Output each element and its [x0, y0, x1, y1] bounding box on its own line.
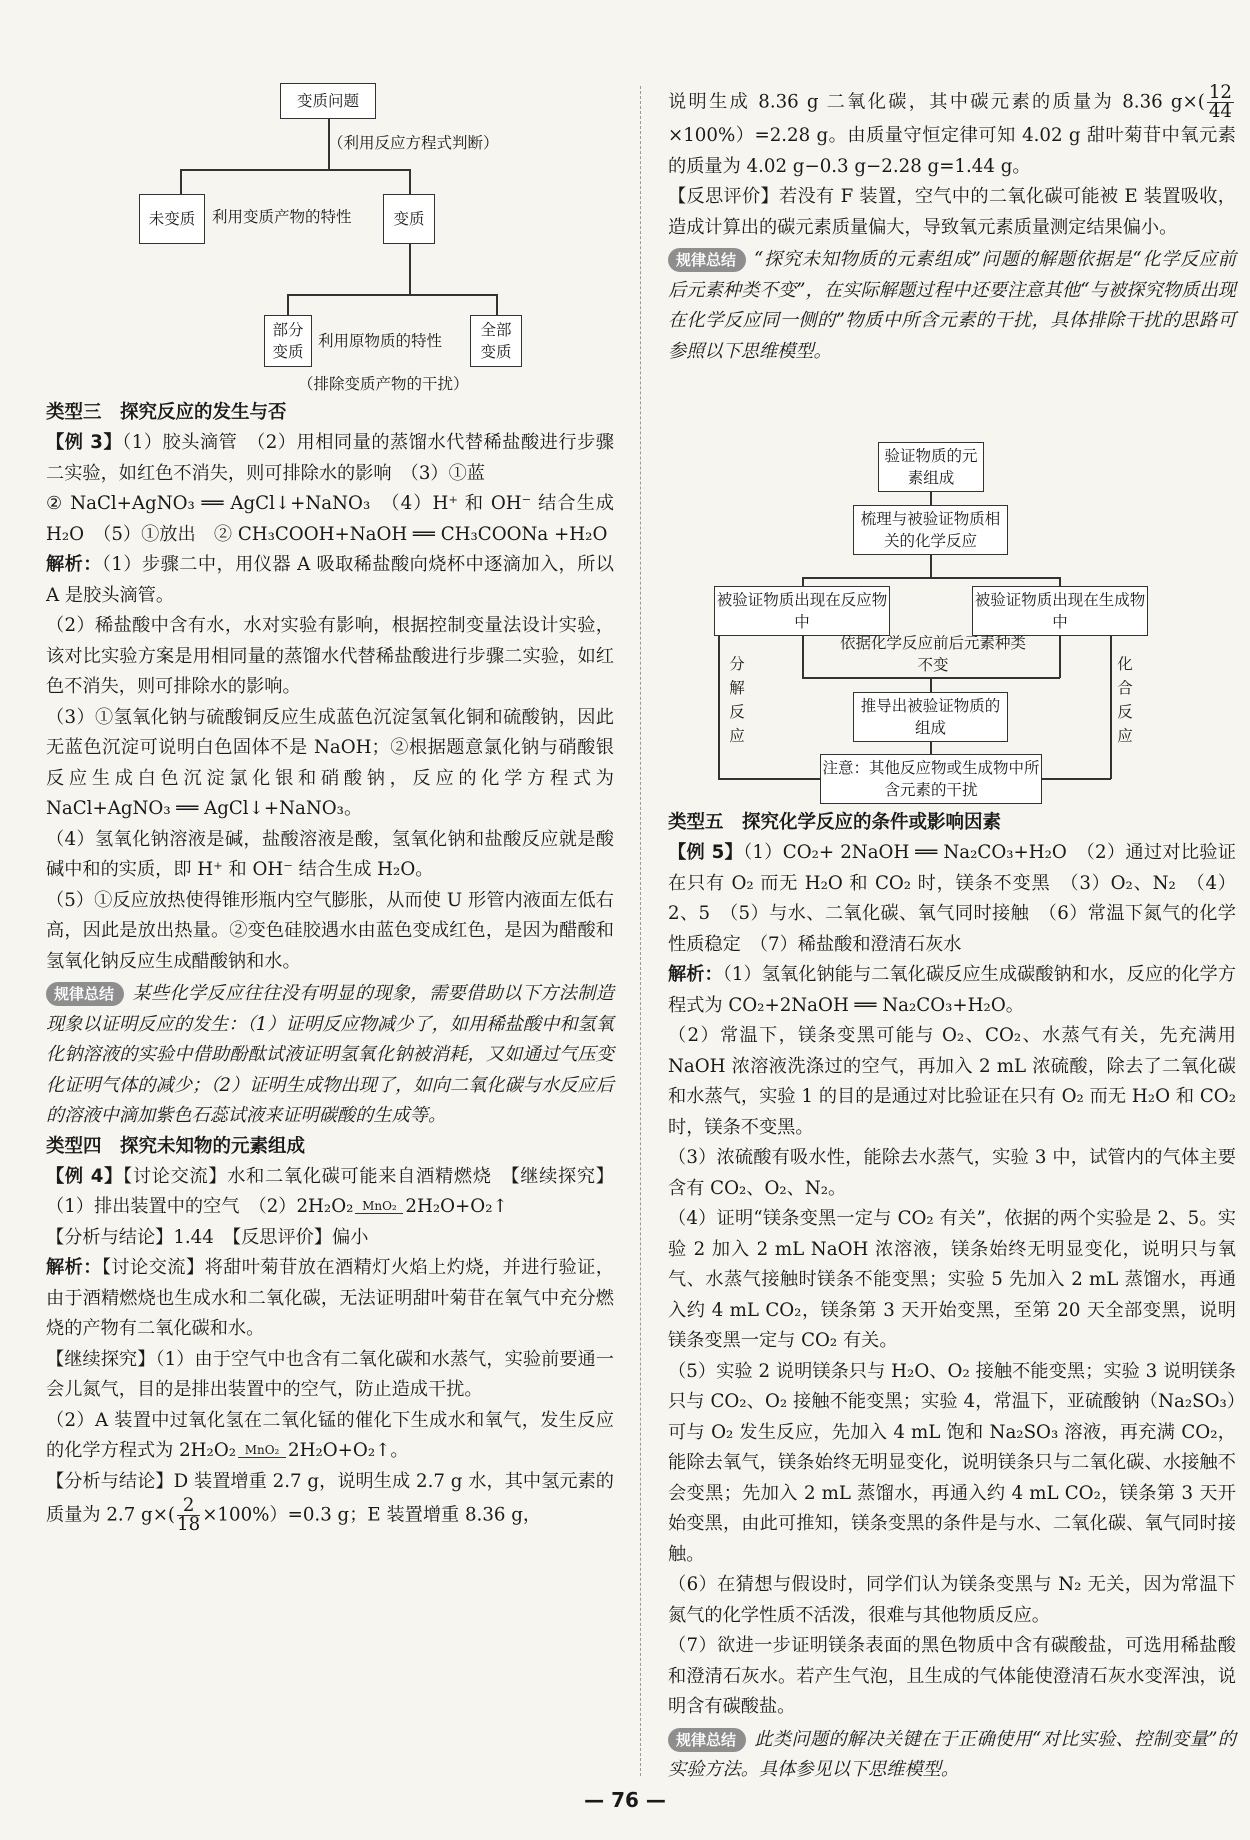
example5-answer-a: （1）CO₂+ 2NaOH ══ Na₂CO₃+H₂O （2）通过对比验证在只有 O₂ 而无 H₂O 和 CO₂ 时，镁条不变黑 （3）O₂、N₂ （4）2、5 （5）与水、二氧化碳、氧气同时接触 （6）常温下氮气的化学性质稳定 （7）稀盐酸和澄清石灰水 — [668, 842, 1236, 955]
diagram1-not-deteriorated-box: 未变质 — [139, 194, 205, 244]
diagram1-bottom-label: 利用原物质的特性 — [318, 332, 443, 350]
diagram1-top-box: 变质问题 — [280, 83, 376, 119]
diagram2-left-vertical: 分解反应 — [729, 655, 745, 745]
example4-label: 【例 4】 — [46, 1165, 124, 1187]
example3-answer-b: ② NaCl+AgNO₃ ══ AgCl↓+NaNO₃ （4）H⁺ 和 OH⁻ 结合生成 H₂O （5）①放出 ② CH₃COOH+NaOH ══ CH₃COONa +H₂O — [46, 493, 614, 545]
column-divider — [640, 86, 641, 1776]
example3-analysis-4: （4）氢氧化钠溶液是碱，盐酸溶液是酸，氢氧化钠和盐酸反应就是酸碱中和的实质，即 H⁺ 和 OH⁻ 结合生成 H₂O。 — [46, 828, 614, 880]
diagram1-top-note: （利用反应方程式判断） — [328, 134, 499, 152]
diagram2-center-text: 依据化学反应前后元素种类不变 — [839, 634, 1026, 674]
example4-answer-a-end: 2H₂O+O₂↑ — [405, 1196, 508, 1217]
example4-answer-b: 【分析与结论】1.44 【反思评价】偏小 — [46, 1226, 369, 1248]
example5-analysis-4: （4）证明“镁条变黑一定与 CO₂ 有关”，依据的两个实验是 2、5。实验 2 加入 2 mL NaOH 浓溶液，镁条始终无明显变化，说明只与氧气、水蒸气接触时镁条不能变黑；实验 5 先加入 2 mL 蒸馏水，再通入约 4 mL CO₂，镁条第 3 天开始变黑，至第 20 天全部变黑，说明镁条变黑一定与 CO₂ 有关。 — [668, 1208, 1236, 1351]
example5-analysis-3: （3）浓硫酸有吸水性，能除去水蒸气，实验 3 中，试管内的气体主要含有 CO₂、O₂、N₂。 — [668, 1147, 1236, 1199]
fraction1-numerator: 2 — [177, 1497, 200, 1516]
right-column-lower — [668, 808, 1236, 1786]
type4-summary — [668, 245, 1236, 367]
example4-analysis-3-end: 2H₂O+O₂↑。 — [288, 1440, 409, 1461]
left-column — [46, 398, 614, 1534]
example4-analysis-2: 【继续探究】（1）由于空气中也含有二氧化碳和水蒸气，实验前要通一会儿氮气，目的是排出装置中的空气，防止造成干扰。 — [46, 1348, 614, 1400]
diagram2-box2: 梳理与被验证物质相关的化学反应 — [853, 505, 1008, 555]
example4-analysis-4b: ×100%）=0.3 g；E 装置增重 8.36 g， — [202, 1504, 542, 1526]
example5-analysis-6: （6）在猜想与假设时，同学们认为镁条变黑与 N₂ 无关，因为常温下氮气的化学性质不活泼，很难与其他物质反应。 — [668, 1574, 1236, 1626]
example5-analysis-label: 解析： — [668, 964, 723, 985]
diagram1-bottom-note: （排除变质产物的干扰） — [298, 375, 469, 393]
example3-analysis-2: （2）稀盐酸中含有水，水对实验有影响，根据控制变量法设计实验，该对比实验方案是用相同量的蒸馏水代替稀盐酸进行步骤二实验，如红色不消失，则可排除水的影响。 — [46, 615, 614, 697]
summary-badge: 规律总结 — [46, 982, 124, 1006]
example4-analysis-label: 解析： — [46, 1257, 102, 1278]
summary-badge: 规律总结 — [668, 248, 746, 272]
diagram2-box4: 推导出被验证物质的组成 — [853, 692, 1008, 742]
diagram2-reactant-box: 被验证物质出现在反应物中 — [714, 586, 890, 636]
diagram1-middle-label: 利用变质产物的特性 — [212, 208, 352, 226]
type4-summary-text: “探究未知物质的元素组成”问题的解题依据是“化学反应前后元素种类不变”，在实际解题过程中还要注意其他“与被探究物质出现在化学反应同一侧的”物质中所含元素的干扰，具体排除干扰的思路可参照以下思维模型。 — [668, 249, 1236, 362]
type5-heading: 类型五 探究化学反应的条件或影响因素 — [668, 812, 1002, 833]
type4-heading: 类型四 探究未知物的元素组成 — [46, 1135, 306, 1157]
example3-label: 【例 3】 — [46, 432, 123, 453]
type5-summary-text: 此类问题的解决关键在于正确使用“对比实验、控制变量”的实验方法。具体参见以下思维模型。 — [668, 1728, 1236, 1780]
catalyst-label-2: MnO₂ — [244, 1442, 280, 1457]
diagram1-deteriorated-box: 变质 — [383, 194, 435, 244]
right-column — [668, 84, 1236, 367]
type5-summary — [668, 1725, 1236, 1786]
example3-analysis-3: （3）①氢氧化钠与硫酸铜反应生成蓝色沉淀氢氧化铜和硫酸钠，因此无蓝色沉淀可说明白色固体不是 NaOH；②根据题意氯化钠与硝酸银反应生成白色沉淀氯化银和硝酸钠，反应的化学方程式为 NaCl+AgNO₃ ══ AgCl↓+NaNO₃。 — [46, 706, 614, 819]
example3-summary — [46, 979, 614, 1132]
diagram2-box1: 验证物质的元素组成 — [878, 442, 984, 492]
example4-analysis-3: （2）A 装置中过氧化氢在二氧化锰的催化下生成水和氧气，发生反应的化学方程式为 2H₂O₂ — [46, 1409, 614, 1461]
example4-analysis-1: 【讨论交流】将甜叶菊苷放在酒精灯火焰上灼烧，并进行验证，由于酒精燃烧也生成水和二氧化碳，无法证明甜叶菊苷在氧气中充分燃烧的产物有二氧化碳和水。 — [46, 1257, 614, 1339]
diagram2-right-vertical: 化合反应 — [1117, 655, 1133, 745]
example3-answer-a: （1）胶头滴管 （2）用相同量的蒸馏水代替稀盐酸进行步骤二实验，如红色不消失，则可排除水的影响 （3）①蓝 — [46, 432, 614, 484]
example5-analysis-1: （1）氢氧化钠能与二氧化碳反应生成碳酸钠和水，反应的化学方程式为 CO₂+2NaOH ══ Na₂CO₃+H₂O。 — [668, 964, 1236, 1016]
catalyst-label: MnO₂ — [362, 1198, 397, 1213]
summary-badge: 规律总结 — [668, 1728, 746, 1752]
example3-summary-text: 某些化学反应往往没有明显的现象，需要借助以下方法制造现象以证明反应的发生：（1）证明反应物减少了，如用稀盐酸中和氢氧化钠溶液的实验中借助酚酞试液证明氢氧化钠被消耗，又如通过气压变化证明气体的减少；（2）证明生成物出现了，如向二氧化碳与水反应后的溶液中滴加紫色石蕊试液来证明碳酸的生成等。 — [46, 983, 614, 1126]
fraction2-numerator: 12 — [1208, 82, 1232, 103]
example5-label: 【例 5】 — [668, 842, 744, 863]
reflection-paragraph: 【反思评价】若没有 F 装置，空气中的二氧化碳可能被 E 装置吸收，造成计算出的碳元素质量偏大，导致氧元素质量测定结果偏小。 — [668, 186, 1236, 238]
diagram1-full-box: 全部变质 — [470, 315, 522, 367]
right-cont-a: 说明生成 8.36 g 二氧化碳，其中碳元素的质量为 8.36 g×( — [668, 91, 1205, 113]
right-cont-b: ×100%）=2.28 g。由质量守恒定律可知 4.02 g 甜叶菊苷中氧元素的质量为 4.02 g−0.3 g−2.28 g=1.44 g。 — [668, 125, 1236, 177]
example3-analysis-5: （5）①反应放热使得锥形瓶内空气膨胀，从而使 U 形管内液面左低右高，因此是放出热量。②变色硅胶遇水由蓝色变成红色，是因为醋酸和氢氧化钠反应生成醋酸钠和水。 — [46, 889, 614, 972]
example4-answer-a: 【讨论交流】水和二氧化碳可能来自酒精燃烧 【继续探究】（1）排出装置中的空气 （2）2H₂O₂ — [46, 1165, 614, 1217]
type3-heading: 类型三 探究反应的发生与否 — [46, 402, 287, 423]
example4-analysis-4a: 【分析与结论】D 装置增重 2.7 g，说明生成 2.7 g 水，其中氢元素的质量为 2.7 g×( — [46, 1470, 614, 1526]
fraction1-denominator: 18 — [177, 1514, 201, 1535]
example5-analysis-2: （2）常温下，镁条变黑可能与 O₂、CO₂、水蒸气有关，先充满用 NaOH 浓溶液洗涤过的空气，再加入 2 mL 浓硫酸，除去了二氧化碳和水蒸气，实验 1 的目的是通过对比验证在只有 O₂ 而无 H₂O 和 CO₂ 时，镁条不变黑。 — [668, 1025, 1236, 1138]
diagram2-box5: 注意：其他反应物或生成物中所含元素的干扰 — [820, 754, 1042, 804]
fraction2-denominator: 44 — [1208, 101, 1232, 122]
diagram1-partial-box: 部分变质 — [264, 315, 312, 367]
example5-analysis-7: （7）欲进一步证明镁条表面的黑色物质中含有碳酸盐，可选用稀盐酸和澄清石灰水。若产生气泡，且生成的气体能使澄清石灰水变浑浊，说明含有碳酸盐。 — [668, 1635, 1236, 1717]
example5-analysis-5: （5）实验 2 说明镁条只与 H₂O、O₂ 接触不能变黑；实验 3 说明镁条只与 CO₂、O₂ 接触不能变黑；实验 4，常温下，亚硫酸钠（Na₂SO₃）可与 O₂ 发生反应，先加入 4 mL 饱和 Na₂SO₃ 溶液，再充满 CO₂，能除去氧气，镁条始终无明显变化，说明镁条只与二氧化碳、水接触不会变黑；先加入 2 mL 蒸馏水，再通入约 4 mL CO₂，镁条第 3 天开始变黑，由此可推知，镁条变黑的条件是与水、二氧化碳、氧气同时接触。 — [668, 1360, 1236, 1565]
page-number: — 76 — — [584, 1788, 666, 1812]
example3-analysis-label: 解析： — [46, 554, 102, 575]
example3-analysis-1: （1）步骤二中，用仪器 A 吸取稀盐酸向烧杯中逐滴加入，所以 A 是胶头滴管。 — [46, 554, 614, 606]
diagram2-product-box: 被验证物质出现在生成物中 — [972, 586, 1148, 636]
